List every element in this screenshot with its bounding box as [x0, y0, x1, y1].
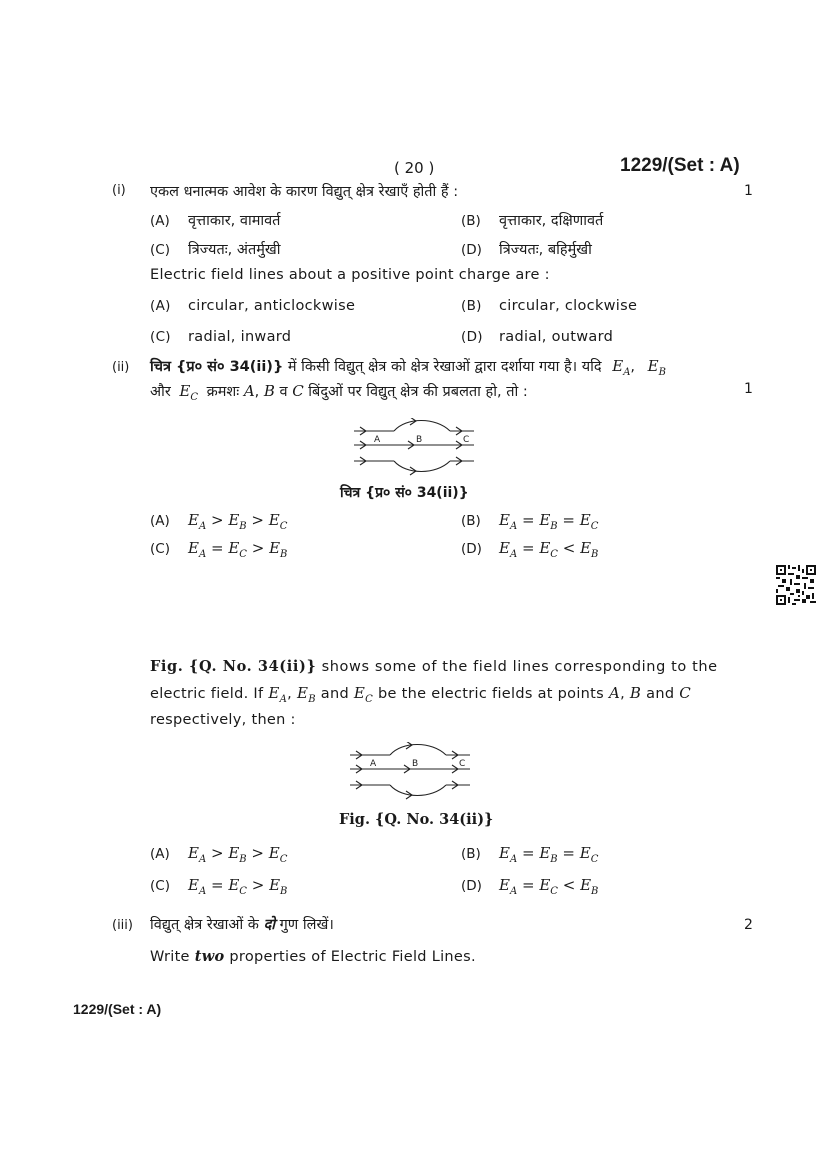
- option-ii-en-a: (A) $E_A > E_B > E_C$: [150, 844, 288, 865]
- qr-code-icon: [776, 565, 816, 605]
- paper-code-header: 1229/(Set : A): [620, 155, 740, 176]
- option-hindi-d: (D) त्रिज्यतः, बहिर्मुखी: [461, 242, 592, 258]
- option-ii-en-d: (D) $E_A = E_C < E_B$: [461, 876, 599, 897]
- figure2-label-b: B: [412, 759, 419, 769]
- question-ii-hindi-line1: चित्र {प्र० सं० 34(ii)} में किसी विद्युत् क्षेत्र को क्षेत्र रेखाओं द्वारा दर्शाया गया है। यदि $E_A$, $E_B$: [150, 357, 666, 378]
- figure2-label-a: A: [370, 759, 377, 769]
- question-iii-english: Write two properties of Electric Field Lines.: [150, 948, 476, 965]
- option-english-d: (D) radial, outward: [461, 329, 614, 345]
- figure-caption-hindi: चित्र {प्र० सं० 34(ii)}: [340, 485, 469, 501]
- field-lines-figure-hindi: [350, 418, 480, 478]
- question-ii-hindi-line2: और $E_C$ क्रमशः A, B व C बिंदुओं पर विद्युत् क्षेत्र की प्रबलता हो, तो :: [150, 382, 528, 403]
- question-i-hindi: एकल धनात्मक आवेश के कारण विद्युत् क्षेत्र रेखाएँ होती हैं :: [150, 184, 459, 200]
- question-number-i: (i): [112, 183, 126, 198]
- option-hindi-c: (C) त्रिज्यतः, अंतर्मुखी: [150, 242, 281, 258]
- option-ii-en-c: (C) $E_A = E_C > E_B$: [150, 876, 288, 897]
- figure-label-b: B: [416, 435, 423, 445]
- figure-label-c: C: [463, 435, 470, 445]
- option-english-b: (B) circular, clockwise: [461, 298, 638, 314]
- field-lines-figure-english: [346, 742, 476, 802]
- symbol-eb: $E_B$: [647, 357, 666, 378]
- symbol-ea: $E_A$: [612, 357, 631, 378]
- question-iii-hindi: विद्युत् क्षेत्र रेखाओं के दो गुण लिखें।: [150, 917, 334, 933]
- option-ii-b: (B) $E_A = E_B = E_C$: [461, 511, 599, 532]
- question-ii-english-line3: respectively, then :: [150, 712, 296, 728]
- figure-label-a: A: [374, 435, 381, 445]
- figure-caption-english: Fig. {Q. No. 34(ii)}: [339, 811, 494, 828]
- option-english-c: (C) radial, inward: [150, 329, 292, 345]
- question-i-english: Electric field lines about a positive point charge are :: [150, 267, 550, 283]
- question-ii-english-line1: Fig. {Q. No. 34(ii)} shows some of the field lines corresponding to the: [150, 658, 718, 675]
- question-ii-english-line2: electric field. If $E_A$, $E_B$ and $E_C$ be the electric fields at points A, B and C: [150, 684, 692, 705]
- option-ii-d: (D) $E_A = E_C < E_B$: [461, 539, 599, 560]
- option-ii-en-b: (B) $E_A = E_B = E_C$: [461, 844, 599, 865]
- marks-i: 1: [744, 183, 753, 199]
- option-hindi-a: (A) वृत्ताकार, वामावर्त: [150, 213, 281, 229]
- question-number-ii: (ii): [112, 360, 130, 375]
- option-hindi-b: (B) वृत्ताकार, दक्षिणावर्त: [461, 213, 604, 229]
- marks-iii: 2: [744, 917, 753, 933]
- figure2-label-c: C: [459, 759, 466, 769]
- symbol-ec: $E_C$: [179, 382, 198, 403]
- option-ii-c: (C) $E_A = E_C > E_B$: [150, 539, 288, 560]
- marks-ii: 1: [744, 381, 753, 397]
- question-number-iii: (iii): [112, 918, 133, 933]
- paper-code-footer: 1229/(Set : A): [73, 1001, 162, 1017]
- page-number: ( 20 ): [394, 159, 435, 177]
- option-ii-a: (A) $E_A > E_B > E_C$: [150, 511, 288, 532]
- option-english-a: (A) circular, anticlockwise: [150, 298, 356, 314]
